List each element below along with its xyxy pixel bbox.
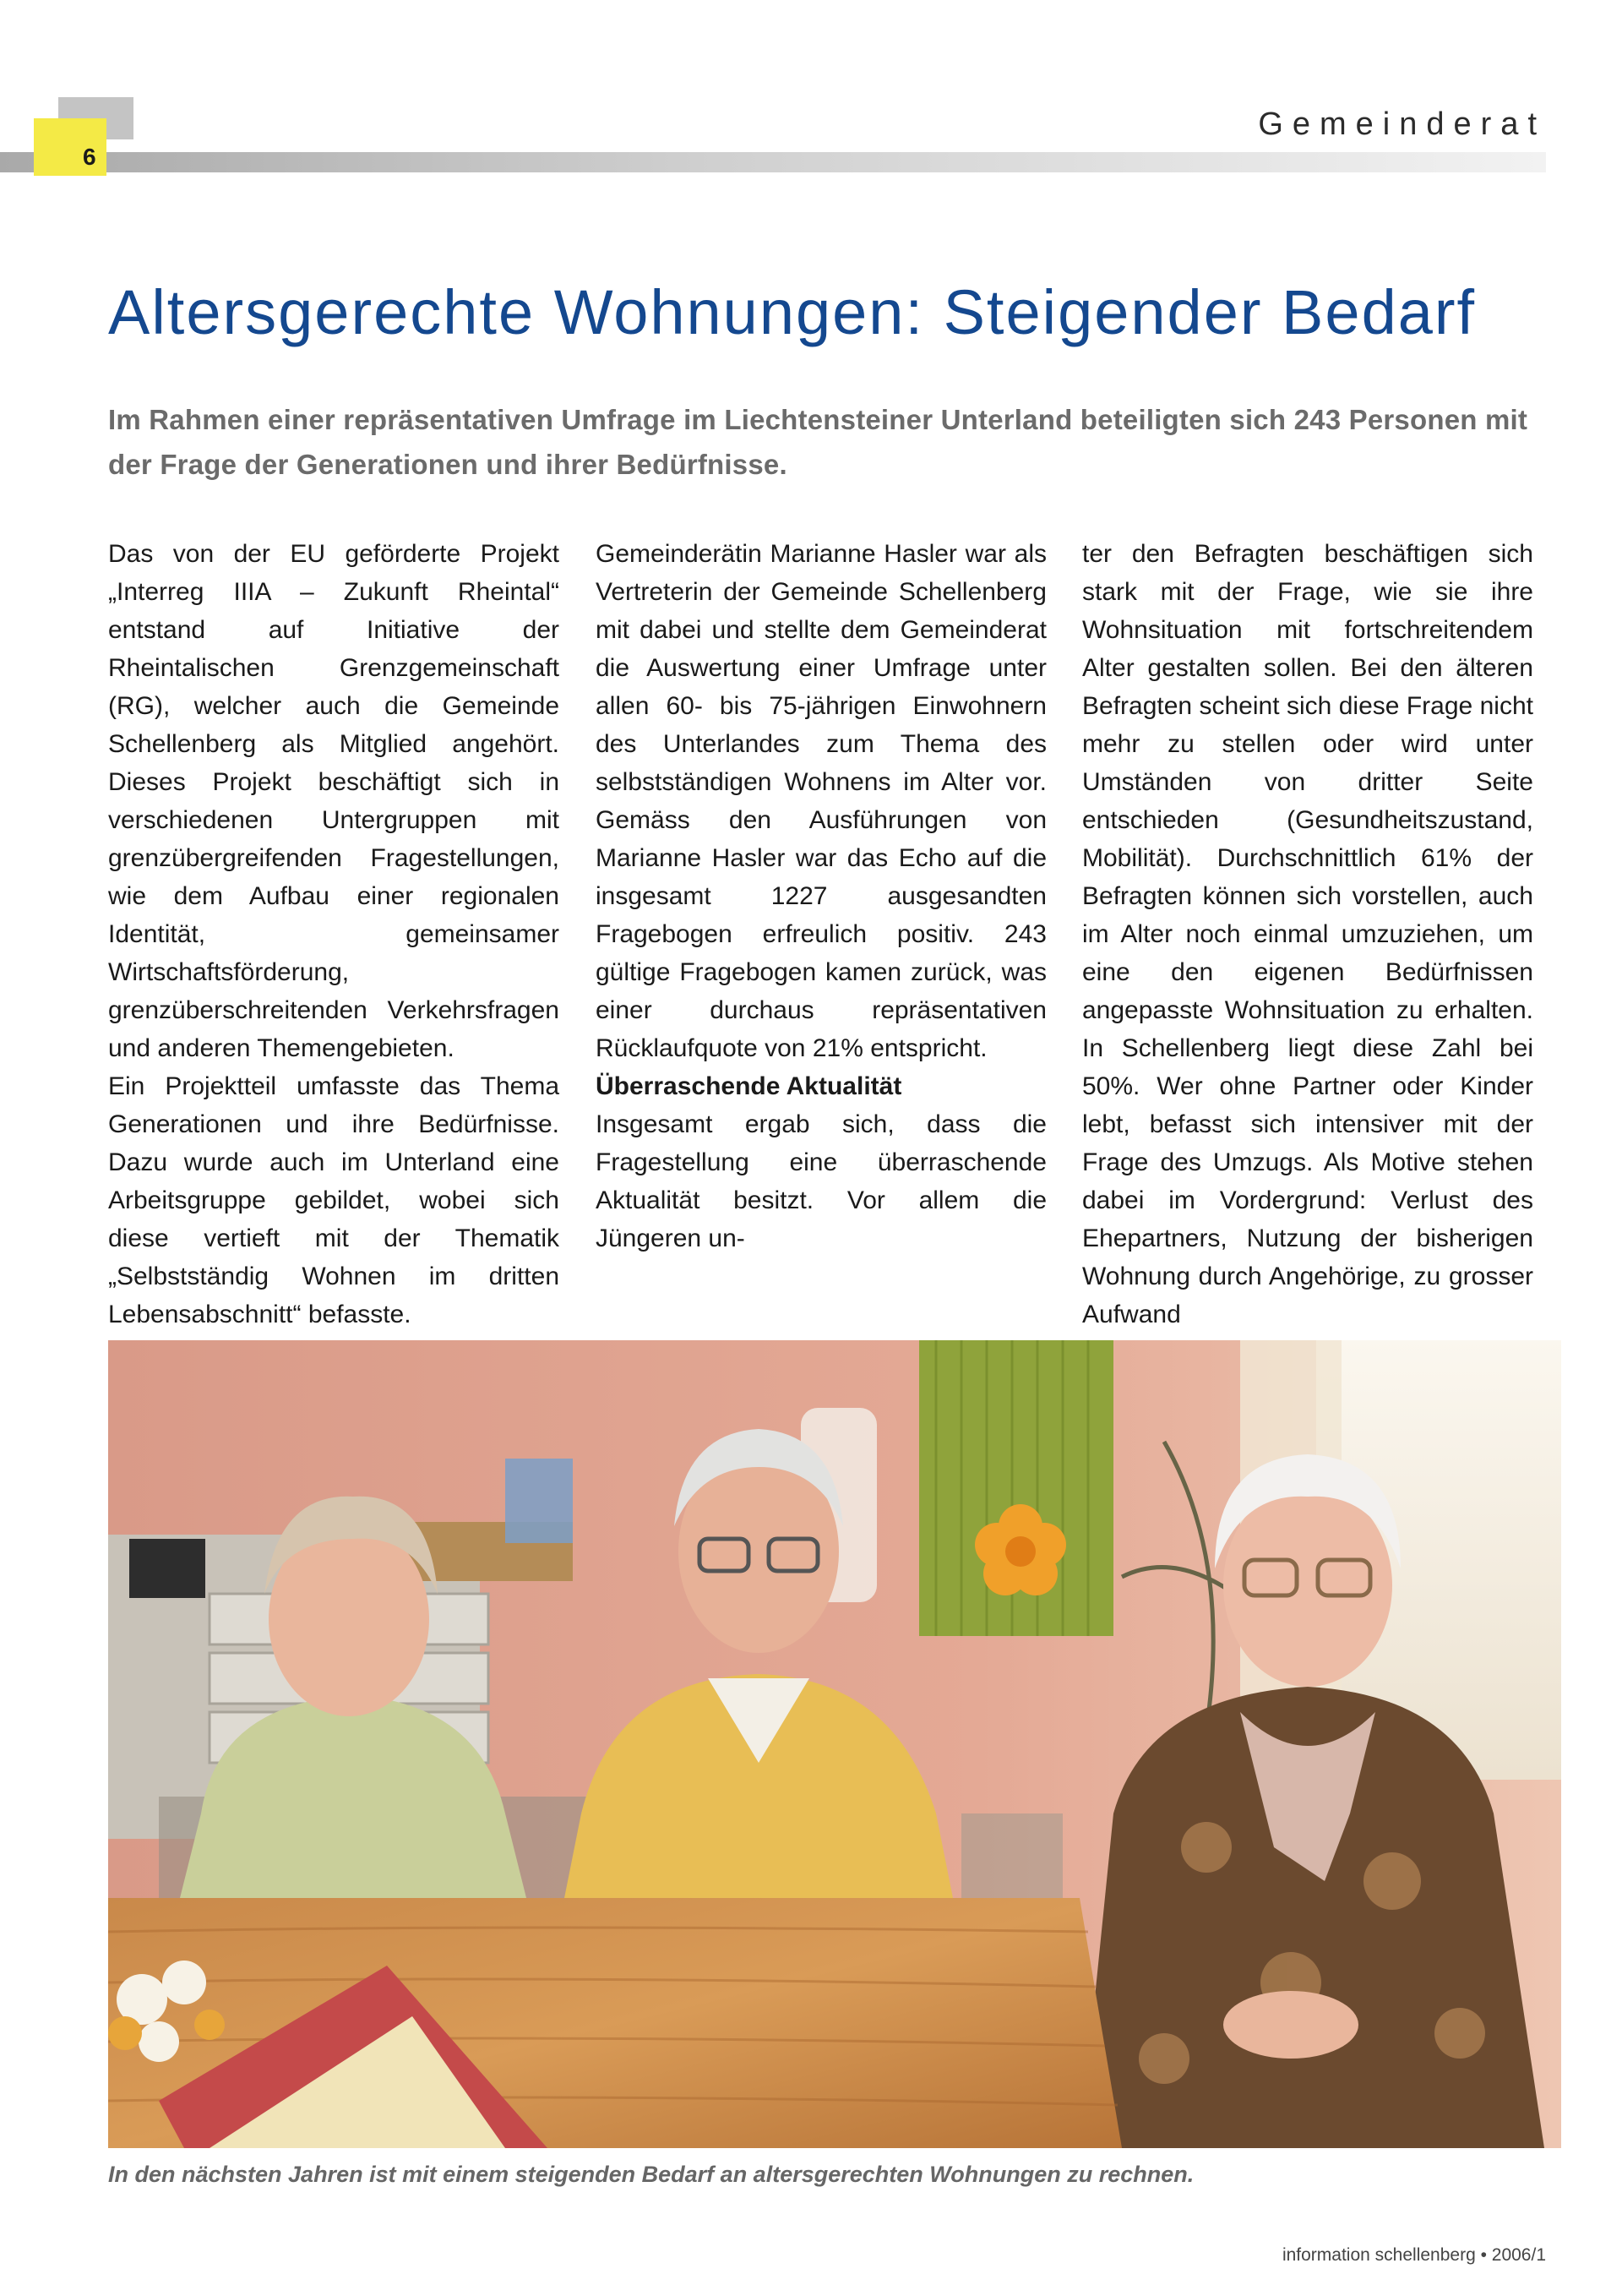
page-number: 6 [83, 144, 96, 170]
photo-illustration [108, 1340, 1561, 2148]
article-photo [108, 1340, 1561, 2148]
column-1-paragraph-1: Das von der EU geförderte Projekt „Interreg IIIA – Zukunft Rheintal“ entstand auf Initiative der Rheintalischen Grenzgemeinschaft (RG), welcher auch die Gemeinde Schellenberg als Mitglied angehört. Dieses Projekt beschäftigt sich in verschiedenen Untergruppen mit grenzübergreifenden Fragestellungen, wie dem Aufbau einer regionalen Identität, gemeinsamer Wirtschaftsförderung, grenzüberschreitenden Verkehrsfragen und anderen Themengebieten. [108, 540, 559, 1062]
text-column-3 [1082, 535, 1533, 1333]
article-lead: Im Rahmen einer repräsentativen Umfrage im Liechtensteiner Unterland beteiligten sich 243 Personen mit der Frage der Generationen und ihrer Bedürfnisse. [108, 404, 1528, 480]
column-3-paragraph-1: ter den Befragten beschäftigen sich stark mit der Frage, wie sie ihre Wohnsituation mit fortschreitendem Alter gestalten sollen. Bei den älteren Befragten scheint sich diese Frage nicht mehr zu stellen oder wird unter Umständen von dritter Seite entschieden (Gesundheitszustand, Mobilität). Durchschnittlich 61% der Befragten können sich vorstellen, auch im Alter noch einmal umzuziehen, um eine den eigenen Bedürfnissen angepasste Wohnsituation zu erhalten. In Schellenberg liegt diese Zahl bei 50%. Wer ohne Partner oder Kinder lebt, befasst sich intensiver mit der Frage des Umzugs. Als Motive stehen dabei im Vordergrund: Verlust des Ehepartners, Nutzung der bisherigen Wohnung durch Angehörige, zu grosser Aufwand [1082, 540, 1533, 1328]
text-column-1 [108, 535, 559, 1333]
header-gradient-bar [0, 152, 1546, 172]
column-1-paragraph-2: Ein Projektteil umfasste das Thema Generationen und ihre Bedürfnisse. Dazu wurde auch im Unterland eine Arbeitsgruppe gebildet, wobei sich diese vertieft mit der Thematik „Selbstständig Wohnen im dritten Lebensabschnitt“ befasste. [108, 1072, 559, 1328]
column-2-paragraph-2: Insgesamt ergab sich, dass die Fragestellung eine überraschende Aktualität besitzt. Vor allem die Jüngeren un- [596, 1110, 1047, 1252]
section-label: Gemeinderat [1258, 106, 1546, 142]
footer-publication: information schellenberg • 2006/1 [1282, 2245, 1546, 2265]
article-title: Altersgerechte Wohnungen: Steigender Bedarf [108, 277, 1477, 347]
subheading: Überraschende Aktualität [596, 1072, 902, 1100]
column-2-paragraph-1: Gemeinderätin Marianne Hasler war als Vertreterin der Gemeinde Schellenberg mit dabei und stellte dem Gemeinderat die Auswertung einer Umfrage unter allen 60- bis 75-jährigen Einwohnern des Unterlandes zum Thema des selbstständigen Wohnens im Alter vor. Gemäss den Ausführungen von Marianne Hasler war das Echo auf die insgesamt 1227 ausgesandten Fragebogen erfreulich positiv. 243 gültige Fragebogen kamen zurück, was einer durchaus repräsentativen Rücklaufquote von 21% entspricht. [596, 540, 1047, 1062]
text-column-2 [596, 535, 1047, 1257]
photo-caption: In den nächsten Jahren ist mit einem steigenden Bedarf an altersgerechten Wohnungen zu rechnen. [108, 2162, 1195, 2187]
